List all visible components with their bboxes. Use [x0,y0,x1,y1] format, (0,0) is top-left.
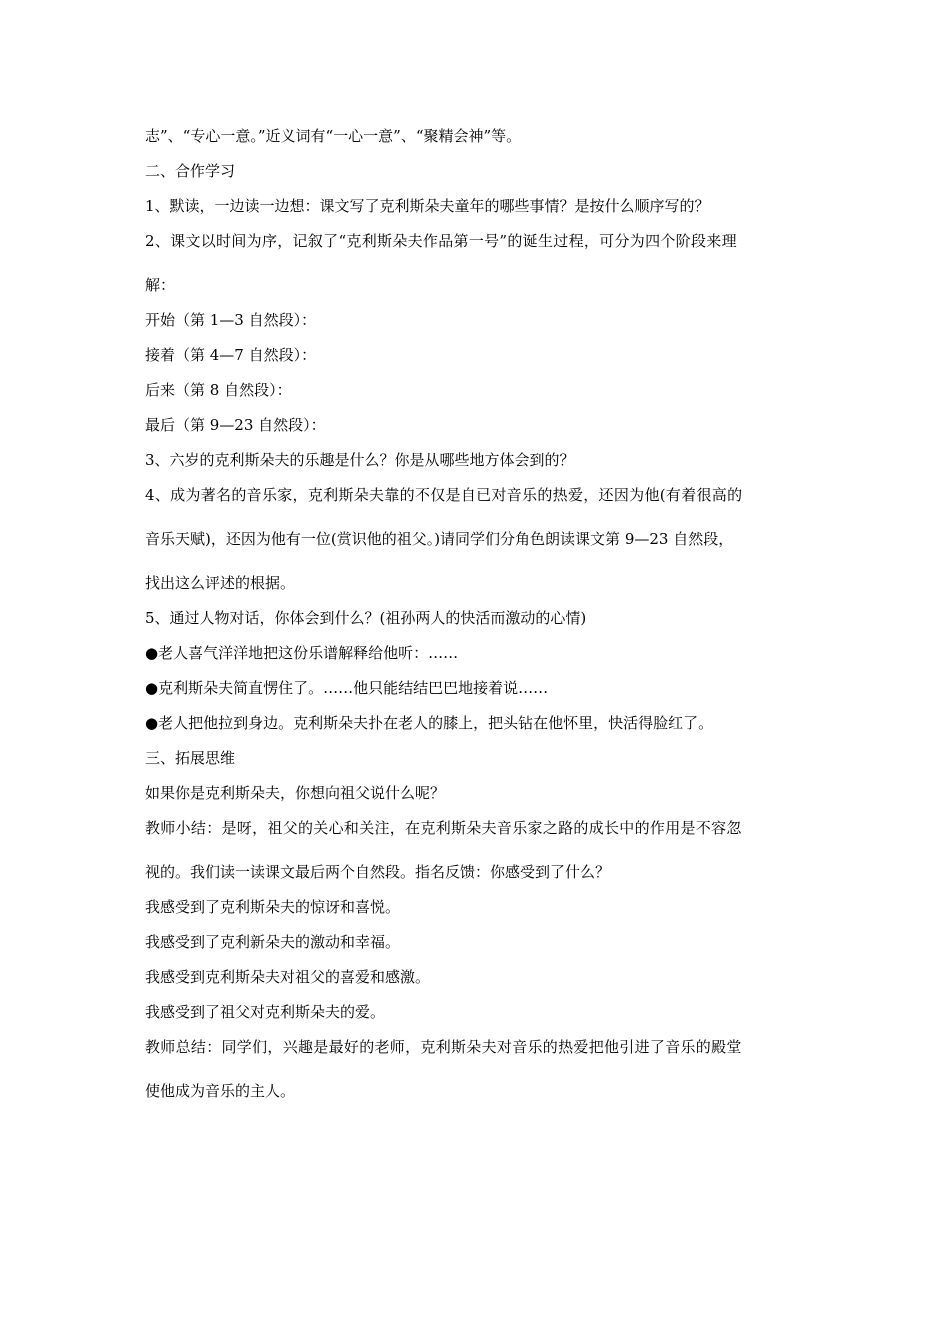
bullet-item: ●老人把他拉到身边。克利斯朵夫扑在老人的膝上，把头钻在他怀里，快活得脸红了。 [145,714,714,732]
text-line: 找出这么评述的根据。 [145,574,296,592]
document-body [145,124,815,1114]
text-line: 志”、“专心一意。”近义词有“一心一意”、“聚精会神”等。 [145,127,522,145]
text-line: 音乐天赋)，还因为他有一位(赏识他的祖父。)请同学们分角色朗读课文第 9—23 自然段， [145,530,734,548]
text-line: 最后（第 9—23 自然段）： [145,416,326,434]
text-line: 教师总结：同学们，兴趣是最好的老师，克利斯朵夫对音乐的热爱把他引进了音乐的殿堂 [145,1038,742,1056]
text-line: 接着（第 4—7 自然段）： [145,346,317,364]
text-line: 我感受到克利斯朵夫对祖父的喜爱和感激。 [145,968,431,986]
bullet-item: ●老人喜气洋洋地把这份乐谱解释给他听：…… [145,644,459,662]
text-line: 3、六岁的克利斯朵夫的乐趣是什么？你是从哪些地方体会到的？ [145,451,575,469]
text-line: 解： [145,276,176,294]
section-heading-cooperative-learning: 二、合作学习 [145,162,236,180]
text-line: 教师小结：是呀，祖父的关心和关注，在克利斯朵夫音乐家之路的成长中的作用是不容忽 [145,819,742,837]
text-line: 2、课文以时间为序，记叙了“克利斯朵夫作品第一号”的诞生过程，可分为四个阶段来理 [145,232,737,250]
text-line: 我感受到了克利新朵夫的激动和幸福。 [145,933,401,951]
text-line: 1、默读，一边读一边想：课文写了克利斯朵夫童年的哪些事情？是按什么顺序写的？ [145,197,710,215]
text-line: 视的。我们读一读课文最后两个自然段。指名反馈：你感受到了什么？ [145,863,611,881]
text-line: 开始（第 1—3 自然段）： [145,311,317,329]
text-line: 4、成为著名的音乐家，克利斯朵夫靠的不仅是自已对音乐的热爱，还因为他(有着很高的 [145,486,743,504]
text-line: 5、通过人物对话，你体会到什么？(祖孙两人的快活而激动的心情) [145,609,587,627]
bullet-item: ●克利斯朵夫简直愣住了。……他只能结结巴巴地接着说…… [145,679,549,697]
text-line: 我感受到了祖父对克利斯朵夫的爱。 [145,1003,386,1021]
text-line: 后来（第 8 自然段）： [145,381,292,399]
text-line: 如果你是克利斯朵夫，你想向祖父说什么呢？ [145,784,446,802]
text-line: 我感受到了克利斯朵夫的惊讶和喜悦。 [145,898,401,916]
section-heading-extended-thinking: 三、拓展思维 [145,749,236,767]
text-line: 使他成为音乐的主人。 [145,1082,296,1100]
